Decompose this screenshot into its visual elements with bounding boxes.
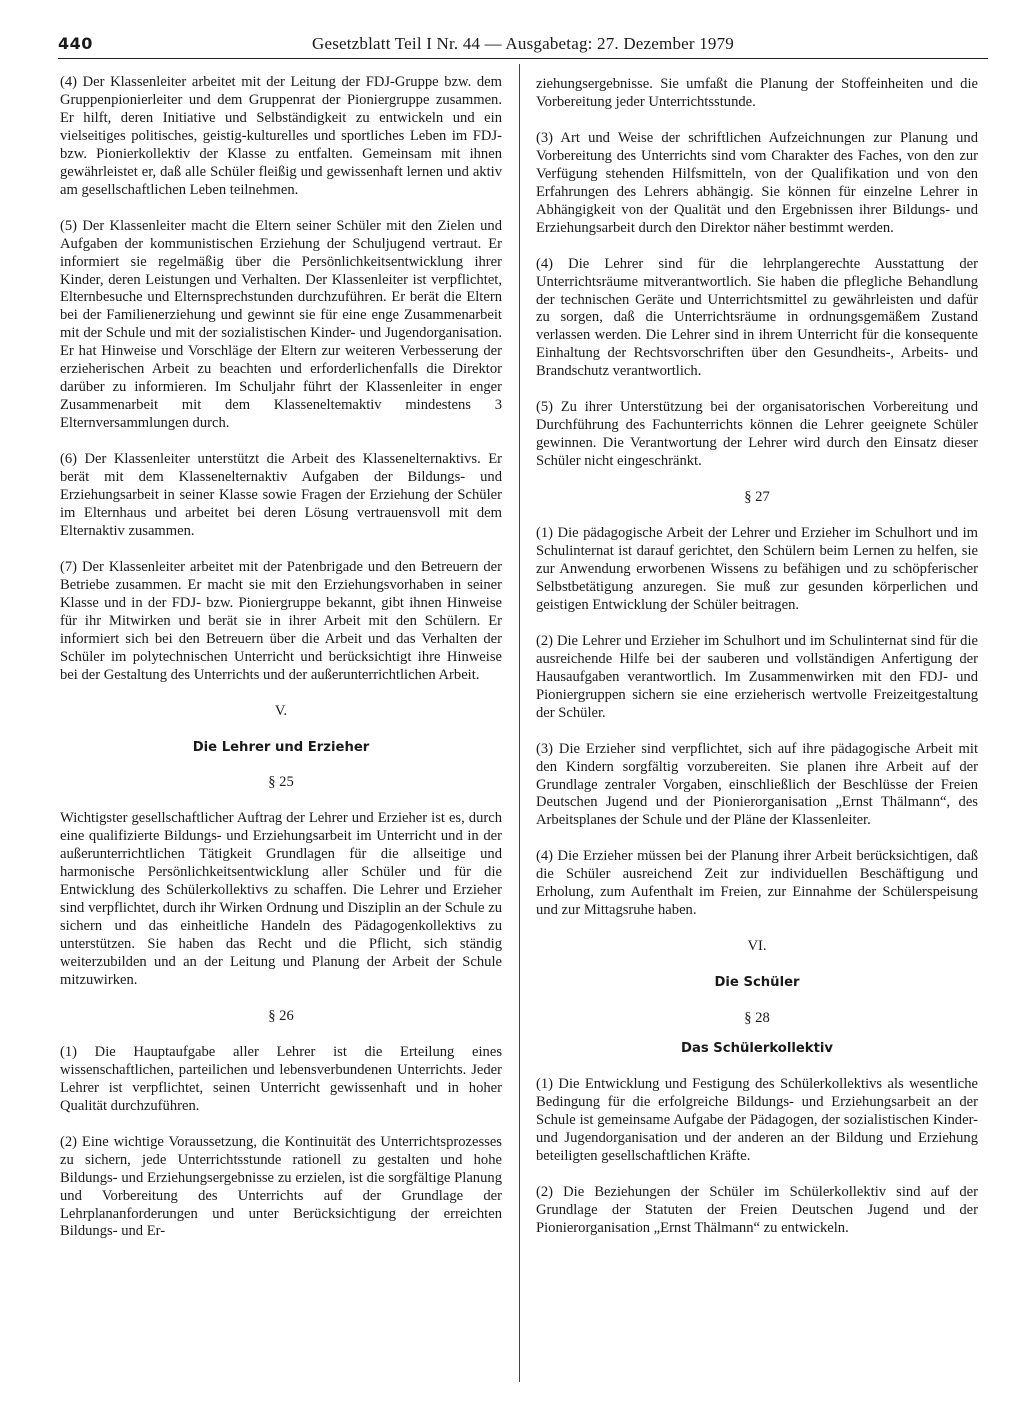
paragraph-mark: § 25 [268,774,294,791]
paragraph: (4) Der Klassenleiter arbeitet mit der Leitung der FDJ-Gruppe bzw. dem Gruppenpionierleiter und dem Gruppenrat der Pioniergruppe zusammen. Er hilft, deren Initiative und Selbständigkeit zu entwickeln und ein vielseitiges politisches, geistig-kulturelles und sportliches Leben im FDJ- bzw. Pionierkollektiv der Klasse zu entfalten. Gemeinsam mit ihnen gewährleistet er, daß alle Schüler fleißig und gewissenhaft lernen und aktiv am gesellschaftlichen Leben teilnehmen. [60,74,502,198]
paragraph: (6) Der Klassenleiter unterstützt die Arbeit des Klassenelternaktivs. Er berät mit dem Klassenelternaktiv Aufgaben der Bildungs- und Erziehungsarbeit in seiner Klasse sowie Fragen der Erziehung der Schüler im Elternhaus und arbeitet bei deren Lösung vertrauensvoll mit dem Elternaktiv zusammen. [60,451,502,539]
section-title: Die Schüler [714,975,800,991]
page-number: 440 [58,34,93,53]
section-title: Die Lehrer und Erzieher [192,739,370,755]
paragraph-title: Das Schülerkollektiv [681,1041,833,1057]
paragraph: (7) Der Klassenleiter arbeitet mit der Patenbrigade und den Betreuern der Betriebe zusammen. Er macht sie mit den Erziehungsvorhaben in seiner Klasse und in der FDJ- bzw. Pioniergruppe bekannt, gibt ihnen Hinweise für ihr Mitwirken und berät sie in ihrer Arbeit mit den Schülern. Er informiert sich bei den Betreuern über die Arbeit und das Verhalten der Schüler im polytechnischen Unterricht und berücksichtigt ihre Hinweise bei der Gestaltung des Unterrichts und der außerunterrichtlichen Arbeit. [60,558,502,683]
section-numeral: V. [274,702,288,719]
paragraph-mark: § 28 [744,1010,770,1027]
paragraph: (2) Die Lehrer und Erzieher im Schulhort und im Schulinternat sind für die ausreichende Hilfe bei der sauberen und vollständigen Anfertigung der Hausaufgaben verantwortlich. Im Zusammenwirken mit den FDJ- und Pioniergruppen sichern sie eine erzieherisch wertvolle Freizeitgestaltung der Schüler. [536,632,978,721]
paragraph: (3) Die Erzieher sind verpflichtet, sich auf ihre pädagogische Arbeit mit den Kindern sorgfältig vorzubereiten. Sie planen ihre Arbeit auf der Grundlage zentraler Vorgaben, einschließlich der Beschlüsse der Freien Deutschen Jugend und der Pionierorganisation „Ernst Thälmann“, des Arbeitsplanes der Schule und der Pläne der Klassenleiter. [536,740,978,829]
paragraph: (1) Die pädagogische Arbeit der Lehrer und Erzieher im Schulhort und im Schulinternat ist darauf gerichtet, den Schülern beim Lernen zu helfen, sie zur Anwendung erworbenen Wissens zu befähigen und zu schöpferischer Selbstbetätigung anzuregen. Sie muß zur gesunden körperlichen und geistigen Entwicklung der Schüler beitragen. [536,525,978,613]
paragraph: (1) Die Hauptaufgabe aller Lehrer ist die Erteilung eines wissenschaftlichen, parteilichen und lebensverbundenen Unterrichts. Jeder Lehrer ist verpflichtet, seinen Unterricht gewissenhaft und in hoher Qualität durchzuführen. [60,1043,502,1114]
column-divider [519,64,520,1382]
paragraph: (4) Die Lehrer sind für die lehrplangerechte Ausstattung der Unterrichtsräume mitverantwortlich. Sie haben die pflegliche Behandlung der technischen Geräte und Unterrichtsmittel zu gewährleisten und dafür zu sorgen, daß die Unterrichtsräume in ordnungsgemäßem Zustand verlassen werden. Die Lehrer sind in ihrem Unterricht für die konsequente Einhaltung der Rechtsvorschriften über den Gesundheits-, Arbeits- und Brandschutz verantwortlich. [536,255,978,380]
paragraph: (5) Zu ihrer Unterstützung bei der organisatorischen Vorbereitung und Durchführung des Fachunterrichts können die Lehrer geeignete Schüler gewinnen. Die Verantwortung der Lehrer wird durch den Einsatz dieser Schüler nicht eingeschränkt. [536,399,978,470]
running-head: Gesetzblatt Teil I Nr. 44 — Ausgabetag: 27. Dezember 1979 [311,34,735,53]
right-column [536,76,978,1256]
paragraph: (4) Die Erzieher müssen bei der Planung ihrer Arbeit berücksichtigen, daß die Schüler ausreichend Zeit zur individuellen Beschäftigung und Erholung, zum Aufenthalt im Freien, zur Einnahme der Schülerspeisung und zur Mittagsruhe haben. [536,848,978,919]
paragraph: (1) Die Entwicklung und Festigung des Schülerkollektivs als wesentliche Bedingung für die erfolgreiche Bildungs- und Erziehungsarbeit an der Schule ist gemeinsame Aufgabe der Pädagogen, der sozialistischen Kinder- und Jugendorganisation und der anderen an der Bildung und Erziehung beteiligten gesellschaftlichen Kräfte. [536,1075,978,1164]
paragraph: (2) Eine wichtige Voraussetzung, die Kontinuität des Unterrichtsprozesses zu sichern, jede Unterrichtsstunde rationell zu gestalten und hohe Bildungs- und Erziehungsergebnisse zu erzielen, ist die sorgfältige Planung und Vorbereitung des Unterrichts auf der Grundlage der Lehrplananforderungen und unter Berücksichtigung der erreichten Bildungs- und Er- [60,1133,502,1240]
paragraph: Wichtigster gesellschaftlicher Auftrag der Lehrer und Erzieher ist es, durch eine qualifizierte Bildungs- und Erziehungsarbeit im Unterricht und in der außerunterrichtlichen Tätigkeit Grundlagen für die allseitige und harmonische Persönlichkeitsentwicklung aller Schüler und für die Entwicklung des Schülerkollektivs zu schaffen. Die Lehrer und Erzieher sind verpflichtet, durch ihr Wirken Ordnung und Disziplin an der Schule zu sichern und das einheitliche Handeln des Pädagogenkollektivs zu unterstützen. Sie haben das Recht und die Pflicht, sich ständig weiterzubilden und an der Leitung und Planung der Arbeit der Schule mitzuwirken. [60,810,502,988]
page-header [58,34,988,59]
left-column [60,74,502,1259]
paragraph: (5) Der Klassenleiter macht die Eltern seiner Schüler mit den Zielen und Aufgaben der kommunistischen Erziehung der Schuljugend vertraut. Er informiert sie regelmäßig über die Persönlichkeitsentwicklung ihrer Kinder, deren Leistungen und Verhalten. Der Klassenleiter ist verpflichtet, Elternbesuche und Elternsprechstunden durchzuführen. Er berät die Eltern bei der Familienerziehung und gewinnt sie für eine enge Zusammenarbeit mit der Schule und mit der sozialistischen Kinder- und Jugendorganisation. Er hat Hinweise und Vorschläge der Eltern zur weiteren Verbesserung der erzieherischen Arbeit zu beachten und erforderlichenfalls die Direktor darüber zu informieren. Im Schuljahr führt der Klassenleiter in enger Zusammenarbeit mit dem Klasseneltemaktiv mindestens 3 Elternversammlungen durch. [60,217,502,432]
paragraph: (3) Art und Weise der schriftlichen Aufzeichnungen zur Planung und Vorbereitung des Unterrichts sind vom Charakter des Faches, von den zur Verfügung stehenden Hilfsmitteln, von der Qualifikation und von den Erfahrungen des Lehrers abhängig. Sie können für einzelne Lehrer in Abhängigkeit von der Qualität und den Ergebnissen ihrer Bildungs- und Erziehungsarbeit durch den Direktor näher bestimmt werden. [536,129,978,236]
paragraph-continuation: ziehungsergebnisse. Sie umfaßt die Planung der Stoffeinheiten und die Vorbereitung jeder Unterrichtsstunde. [536,76,978,110]
paragraph: (2) Die Beziehungen der Schüler im Schülerkollektiv sind auf der Grundlage der Statuten der Freien Deutschen Jugend und der Pionierorganisation „Ernst Thälmann“ zu entwickeln. [536,1183,978,1236]
paragraph-mark: § 26 [268,1007,294,1024]
section-numeral: VI. [747,938,767,955]
paragraph-mark: § 27 [744,489,770,506]
